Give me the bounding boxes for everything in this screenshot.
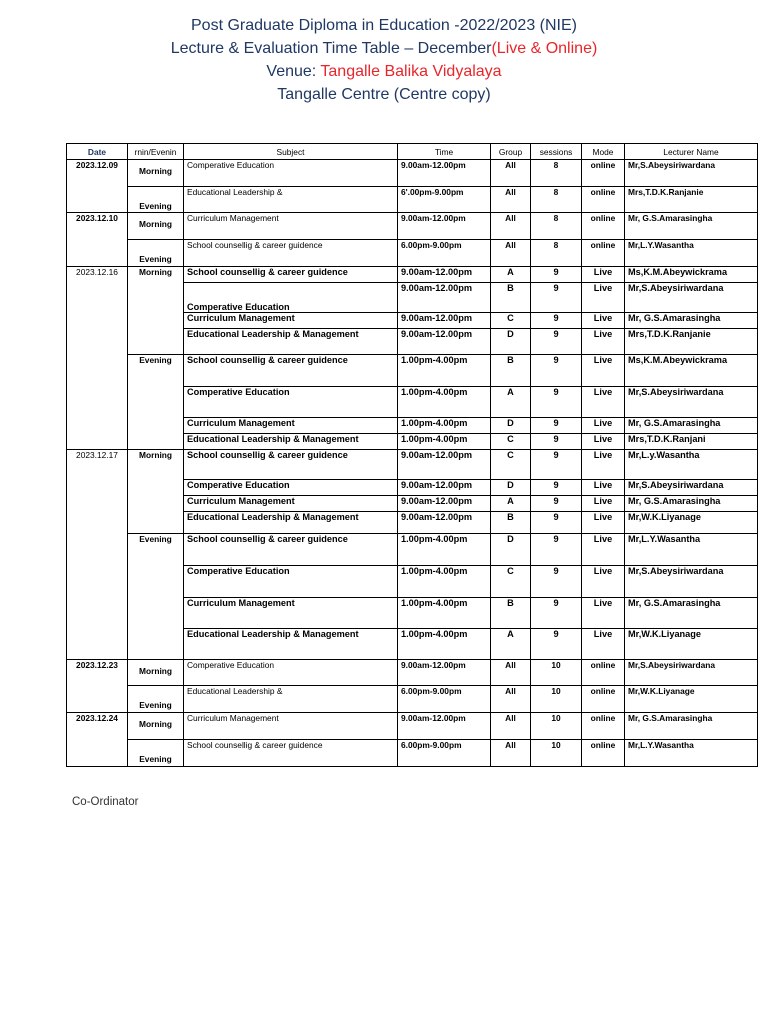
time-cell: 9.00am-12.00pm xyxy=(398,213,491,240)
subject-cell: Curriculum Management xyxy=(184,713,398,740)
subject-cell: Educational Leadership & xyxy=(184,187,398,213)
time-cell: 6'.00pm-9.00pm xyxy=(398,187,491,213)
lecturer-cell: Mrs,T.D.K.Ranjani xyxy=(625,434,758,450)
group-cell: B xyxy=(491,598,531,629)
mode-cell: Live xyxy=(582,480,625,496)
subject-cell: Comperative Education xyxy=(184,283,398,313)
lecturer-cell: Mrs,T.D.K.Ranjanie xyxy=(625,187,758,213)
sessions-cell: 9 xyxy=(531,598,582,629)
time-cell: 1.00pm-4.00pm xyxy=(398,387,491,418)
time-cell: 1.00pm-4.00pm xyxy=(398,566,491,598)
session-cell xyxy=(128,267,184,355)
lecturer-cell: Mr, G.S.Amarasingha xyxy=(625,598,758,629)
sessions-cell: 10 xyxy=(531,686,582,713)
sessions-cell: 10 xyxy=(531,740,582,767)
date-cell: 2023.12.17 xyxy=(67,450,128,660)
subject-cell: Curriculum Management xyxy=(184,418,398,434)
lecturer-cell: Mr,S.Abeysiriwardana xyxy=(625,480,758,496)
table-row xyxy=(67,740,758,767)
sessions-cell: 9 xyxy=(531,355,582,387)
mode-cell: Live xyxy=(582,329,625,355)
mode-cell: Live xyxy=(582,450,625,480)
lecturer-cell: Mr,L.Y.Wasantha xyxy=(625,240,758,267)
subject-cell: Curriculum Management xyxy=(184,598,398,629)
session-label: Morning xyxy=(138,666,173,676)
col-header-date: Date xyxy=(67,144,128,160)
session-label: Morning xyxy=(138,450,173,460)
sessions-cell: 9 xyxy=(531,434,582,450)
group-cell: All xyxy=(491,160,531,187)
session-label: Morning xyxy=(138,719,173,729)
mode-cell: Live xyxy=(582,566,625,598)
mode-cell: Live xyxy=(582,387,625,418)
timetable-body xyxy=(67,160,758,767)
table-row xyxy=(67,187,758,213)
session-cell xyxy=(128,160,184,187)
group-cell: C xyxy=(491,566,531,598)
group-cell: All xyxy=(491,660,531,686)
mode-cell: Live xyxy=(582,418,625,434)
sessions-cell: 8 xyxy=(531,240,582,267)
mode-cell: Live xyxy=(582,598,625,629)
sessions-cell: 9 xyxy=(531,387,582,418)
session-cell xyxy=(128,355,184,450)
venue-name: Tangalle Balika Vidyalaya xyxy=(320,63,502,80)
group-cell: All xyxy=(491,686,531,713)
subject-cell: Comperative Education xyxy=(184,160,398,187)
lecturer-cell: Mr,L.Y.Wasantha xyxy=(625,740,758,767)
subject-cell: Educational Leadership & xyxy=(184,686,398,713)
table-row xyxy=(67,267,758,283)
lecturer-cell: Mr,W.K.Liyanage xyxy=(625,512,758,534)
timetable-title: Lecture & Evaluation Time Table – December xyxy=(170,40,492,57)
time-cell: 9.00am-12.00pm xyxy=(398,450,491,480)
mode-cell: Live xyxy=(582,534,625,566)
date-cell: 2023.12.23 xyxy=(67,660,128,713)
mode-cell: online xyxy=(582,160,625,187)
group-cell: All xyxy=(491,740,531,767)
sessions-cell: 9 xyxy=(531,480,582,496)
time-cell: 1.00pm-4.00pm xyxy=(398,418,491,434)
mode-cell: online xyxy=(582,686,625,713)
mode-cell: online xyxy=(582,187,625,213)
time-cell: 9.00am-12.00pm xyxy=(398,313,491,329)
time-cell: 6.00pm-9.00pm xyxy=(398,686,491,713)
mode-cell: online xyxy=(582,213,625,240)
group-cell: D xyxy=(491,329,531,355)
time-cell: 1.00pm-4.00pm xyxy=(398,598,491,629)
time-cell: 9.00am-12.00pm xyxy=(398,160,491,187)
group-cell: C xyxy=(491,434,531,450)
session-cell xyxy=(128,187,184,213)
lecturer-cell: Mr,S.Abeysiriwardana xyxy=(625,387,758,418)
sessions-cell: 9 xyxy=(531,566,582,598)
col-header-subject: Subject xyxy=(184,144,398,160)
mode-cell: online xyxy=(582,740,625,767)
lecturer-cell: Mr,S.Abeysiriwardana xyxy=(625,160,758,187)
time-cell: 6.00pm-9.00pm xyxy=(398,740,491,767)
group-cell: All xyxy=(491,213,531,240)
session-label: Evening xyxy=(139,355,172,365)
session-label: Morning xyxy=(138,166,173,176)
date-cell: 2023.12.24 xyxy=(67,713,128,767)
mode-cell: online xyxy=(582,240,625,267)
group-cell: A xyxy=(491,629,531,660)
group-cell: D xyxy=(491,418,531,434)
table-row xyxy=(67,213,758,240)
subject-cell: Educational Leadership & Management xyxy=(184,629,398,660)
sessions-cell: 10 xyxy=(531,713,582,740)
group-cell: B xyxy=(491,283,531,313)
time-cell: 9.00am-12.00pm xyxy=(398,660,491,686)
subject-cell: Educational Leadership & Management xyxy=(184,434,398,450)
mode-cell: Live xyxy=(582,512,625,534)
subject-cell: School counsellig & career guidence xyxy=(184,240,398,267)
time-cell: 1.00pm-4.00pm xyxy=(398,434,491,450)
col-header-time: Time xyxy=(398,144,491,160)
sessions-cell: 9 xyxy=(531,418,582,434)
sessions-cell: 9 xyxy=(531,313,582,329)
session-cell xyxy=(128,240,184,267)
subject-cell: Curriculum Management xyxy=(184,313,398,329)
group-cell: All xyxy=(491,713,531,740)
subject-cell: School counsellig & career guidence xyxy=(184,355,398,387)
session-cell xyxy=(128,450,184,534)
session-label: Evening xyxy=(139,254,172,264)
table-header-row xyxy=(67,144,758,160)
delivery-mode-note: (Live & Online) xyxy=(491,40,598,57)
lecturer-cell: Mrs,T.D.K.Ranjanie xyxy=(625,329,758,355)
mode-cell: Live xyxy=(582,313,625,329)
lecturer-cell: Mr,L.y.Wasantha xyxy=(625,450,758,480)
time-cell: 9.00am-12.00pm xyxy=(398,496,491,512)
lecturer-cell: Mr, G.S.Amarasingha xyxy=(625,213,758,240)
subject-cell: School counsellig & career guidence xyxy=(184,450,398,480)
time-cell: 9.00am-12.00pm xyxy=(398,283,491,313)
lecturer-cell: Mr, G.S.Amarasingha xyxy=(625,713,758,740)
sessions-cell: 9 xyxy=(531,450,582,480)
mode-cell: Live xyxy=(582,283,625,313)
time-cell: 9.00am-12.00pm xyxy=(398,713,491,740)
session-cell xyxy=(128,213,184,240)
document-header xyxy=(0,14,768,106)
coordinator-label: Co-Ordinator xyxy=(72,796,139,808)
col-header-group: Group xyxy=(491,144,531,160)
sessions-cell: 9 xyxy=(531,629,582,660)
session-cell xyxy=(128,686,184,713)
sessions-cell: 9 xyxy=(531,534,582,566)
sessions-cell: 9 xyxy=(531,496,582,512)
session-label: Evening xyxy=(139,201,172,211)
date-cell: 2023.12.16 xyxy=(67,267,128,450)
subject-cell: Educational Leadership & Management xyxy=(184,329,398,355)
time-cell: 1.00pm-4.00pm xyxy=(398,355,491,387)
session-cell xyxy=(128,660,184,686)
group-cell: C xyxy=(491,313,531,329)
time-cell: 9.00am-12.00pm xyxy=(398,267,491,283)
session-label: Evening xyxy=(139,534,172,544)
time-cell: 6.00pm-9.00pm xyxy=(398,240,491,267)
session-label: Morning xyxy=(138,267,173,277)
subject-cell: School counsellig & career guidence xyxy=(184,534,398,566)
group-cell: A xyxy=(491,496,531,512)
group-cell: All xyxy=(491,240,531,267)
table-row xyxy=(67,660,758,686)
venue-line xyxy=(0,60,768,83)
time-cell: 1.00pm-4.00pm xyxy=(398,629,491,660)
subject-cell: Comperative Education xyxy=(184,566,398,598)
subject-cell: Comperative Education xyxy=(184,660,398,686)
lecturer-cell: Mr,S.Abeysiriwardana xyxy=(625,283,758,313)
mode-cell: Live xyxy=(582,434,625,450)
mode-cell: online xyxy=(582,713,625,740)
group-cell: C xyxy=(491,450,531,480)
group-cell: B xyxy=(491,512,531,534)
timetable xyxy=(66,143,758,767)
mode-cell: Live xyxy=(582,267,625,283)
venue-label: Venue: xyxy=(266,63,321,80)
subject-cell: School counsellig & career guidence xyxy=(184,267,398,283)
mode-cell: online xyxy=(582,660,625,686)
lecturer-cell: Mr,S.Abeysiriwardana xyxy=(625,566,758,598)
lecturer-cell: Mr, G.S.Amarasingha xyxy=(625,496,758,512)
group-cell: B xyxy=(491,355,531,387)
lecturer-cell: Mr, G.S.Amarasingha xyxy=(625,418,758,434)
col-header-mode: Mode xyxy=(582,144,625,160)
sessions-cell: 9 xyxy=(531,283,582,313)
group-cell: A xyxy=(491,267,531,283)
time-cell: 9.00am-12.00pm xyxy=(398,480,491,496)
session-cell xyxy=(128,740,184,767)
subject-cell: Comperative Education xyxy=(184,480,398,496)
subject-cell: Comperative Education xyxy=(184,387,398,418)
time-cell: 9.00am-12.00pm xyxy=(398,329,491,355)
group-cell: D xyxy=(491,480,531,496)
session-cell xyxy=(128,534,184,660)
lecturer-cell: Ms,K.M.Abeywickrama xyxy=(625,355,758,387)
group-cell: A xyxy=(491,387,531,418)
group-cell: All xyxy=(491,187,531,213)
subject-cell: Curriculum Management xyxy=(184,213,398,240)
mode-cell: Live xyxy=(582,496,625,512)
col-header-sessions: sessions xyxy=(531,144,582,160)
col-header-session: rnin/Evenin xyxy=(128,144,184,160)
time-cell: 9.00am-12.00pm xyxy=(398,512,491,534)
sessions-cell: 9 xyxy=(531,329,582,355)
lecturer-cell: Mr, G.S.Amarasingha xyxy=(625,313,758,329)
subject-cell: Educational Leadership & Management xyxy=(184,512,398,534)
session-cell xyxy=(128,713,184,740)
session-label: Evening xyxy=(139,754,172,764)
lecturer-cell: Ms,K.M.Abeywickrama xyxy=(625,267,758,283)
table-row xyxy=(67,355,758,387)
sessions-cell: 9 xyxy=(531,512,582,534)
subtitle-line xyxy=(0,37,768,60)
subject-cell: Curriculum Management xyxy=(184,496,398,512)
table-row xyxy=(67,160,758,187)
date-cell: 2023.12.09 xyxy=(67,160,128,213)
sessions-cell: 8 xyxy=(531,187,582,213)
session-label: Morning xyxy=(138,219,173,229)
sessions-cell: 8 xyxy=(531,160,582,187)
date-cell: 2023.12.10 xyxy=(67,213,128,267)
time-cell: 1.00pm-4.00pm xyxy=(398,534,491,566)
subject-cell: School counsellig & career guidence xyxy=(184,740,398,767)
col-header-lecturer: Lecturer Name xyxy=(625,144,758,160)
table-row xyxy=(67,450,758,480)
lecturer-cell: Mr,W.K.Liyanage xyxy=(625,629,758,660)
lecturer-cell: Mr,L.Y.Wasantha xyxy=(625,534,758,566)
lecturer-cell: Mr,W.K.Liyanage xyxy=(625,686,758,713)
table-row xyxy=(67,534,758,566)
sessions-cell: 9 xyxy=(531,267,582,283)
table-row xyxy=(67,240,758,267)
title-line: Post Graduate Diploma in Education -2022/2023 (NIE) xyxy=(191,17,577,34)
session-label: Evening xyxy=(139,700,172,710)
group-cell: D xyxy=(491,534,531,566)
centre-line: Tangalle Centre (Centre copy) xyxy=(277,86,491,103)
sessions-cell: 10 xyxy=(531,660,582,686)
mode-cell: Live xyxy=(582,355,625,387)
lecturer-cell: Mr,S.Abeysiriwardana xyxy=(625,660,758,686)
table-row xyxy=(67,686,758,713)
mode-cell: Live xyxy=(582,629,625,660)
sessions-cell: 8 xyxy=(531,213,582,240)
table-row xyxy=(67,713,758,740)
